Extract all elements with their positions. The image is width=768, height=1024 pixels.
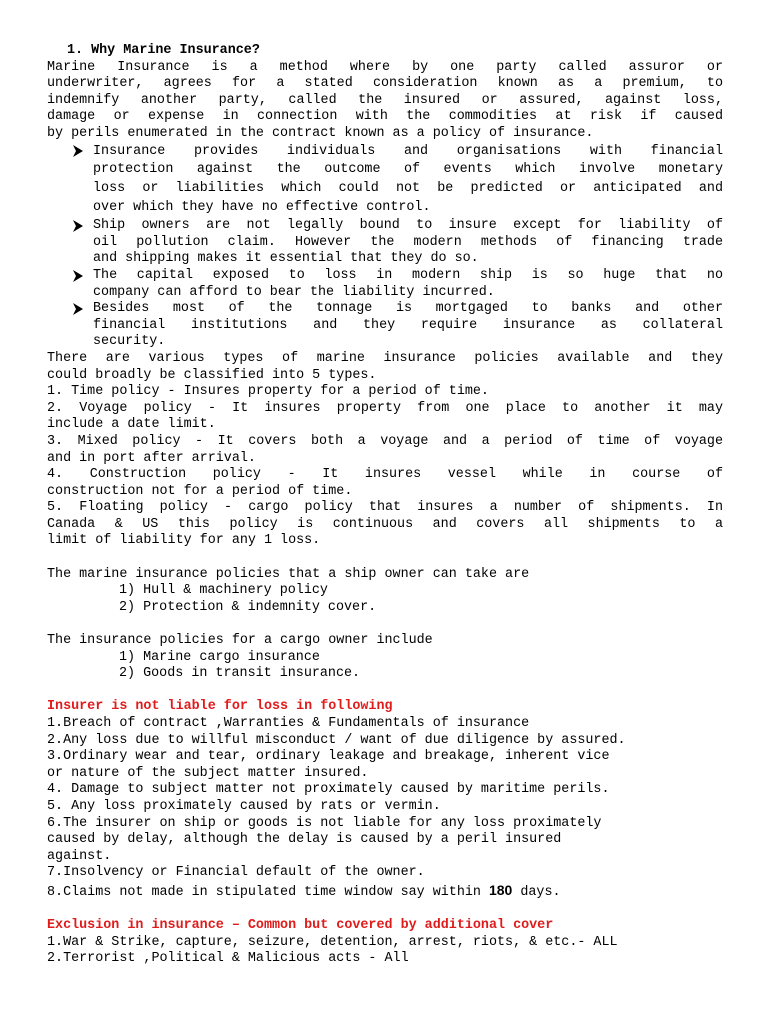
intro-paragraph: Marine Insurance is a method where by one party called assuror or underwriter, agrees for a stated consideration known as a premium, to indemnify another party, called the insured or assured, against loss, damage or expense in connection with the commodities at risk if caused by perils enumerated in the contract known as a policy of insurance.: [47, 59, 723, 141]
not-liable-list: 1.Breach of contract ,Warranties & Fundamentals of insurance 2.Any loss due to willful misconduct / want of due diligence by assured. 3.Ordinary wear and tear, ordinary leakage and breakage, inherent vice or nature of the subject matter insured. 4. Damage to subject matter not proximately caused by maritime perils. 5. Any loss proximately caused by rats or vermin. 6.The insurer on ship or goods is not liable for any loss proximately caused by delay, although the delay is caused by a peril insured against. 7.Insolvency or Financial default of the owner. 8.Claims not made in stipulated time window say within 180 days.: [47, 716, 723, 902]
list-item: 2.Terrorist ,Political & Malicious acts - All: [47, 951, 409, 967]
list-item: 1) Marine cargo insurance: [119, 649, 320, 665]
bullet-item: Insurance provides individuals and organisations with financial protection against the outcome of events which involve monetary loss or liabilities which could not be predicted or anticipated and over which they have no effective control.: [47, 143, 723, 219]
list-item: 2) Protection & indemnity cover.: [119, 599, 377, 615]
arrow-bullet-icon: [72, 218, 84, 234]
list-item: 1.War & Strike, capture, seizure, detention, arrest, riots, & etc.- ALL: [47, 934, 618, 950]
not-liable-heading: Insurer is not liable for loss in following: [47, 699, 393, 715]
policy-types-list: 1. Time policy - Insures property for a period of time. 2. Voyage policy - It insures property from one place to another it may include a date limit. 3. Mixed policy - It covers both a voyage and a period of time of voyage and in port after arrival. 4. Construction policy - It insures vessel while in course of construction not for a period of time. 5. Floating policy - cargo policy that insures a number of shipments. In Canada & US this policy is continuous and covers all shipments to a limit of liability for any 1 loss.: [47, 384, 723, 549]
cargo-intro: The insurance policies for a cargo owner include: [47, 633, 433, 649]
arrow-bullet-icon: [72, 301, 84, 317]
document-page: [47, 43, 723, 968]
section-heading: 1. Why Marine Insurance?: [67, 43, 260, 58]
list-item: 1) Hull & machinery policy: [119, 583, 328, 599]
shipowner-intro: The marine insurance policies that a ship owner can take are: [47, 566, 530, 582]
list-item: 8.Claims not made in stipulated time window say within 180 days.: [47, 881, 561, 900]
bullet-item: The capital exposed to loss in modern ship is so huge that no company can afford to bear the liability incurred.: [47, 268, 723, 301]
types-intro: There are various types of marine insurance policies available and they could broadly be classified into 5 types.: [47, 350, 723, 383]
list-item: 2) Goods in transit insurance.: [119, 666, 361, 682]
arrow-bullet-icon: [72, 143, 84, 159]
bullet-item: Besides most of the tonnage is mortgaged to banks and other financial institutions and they require insurance as collateral security.: [47, 301, 723, 351]
arrow-bullet-icon: [72, 268, 84, 284]
exclusion-heading: Exclusion in insurance – Common but covered by additional cover: [47, 918, 554, 934]
bullet-item: Ship owners are not legally bound to insure except for liability of oil pollution claim. However the modern methods of financing trade and shipping makes it essential that they do so.: [47, 218, 723, 268]
